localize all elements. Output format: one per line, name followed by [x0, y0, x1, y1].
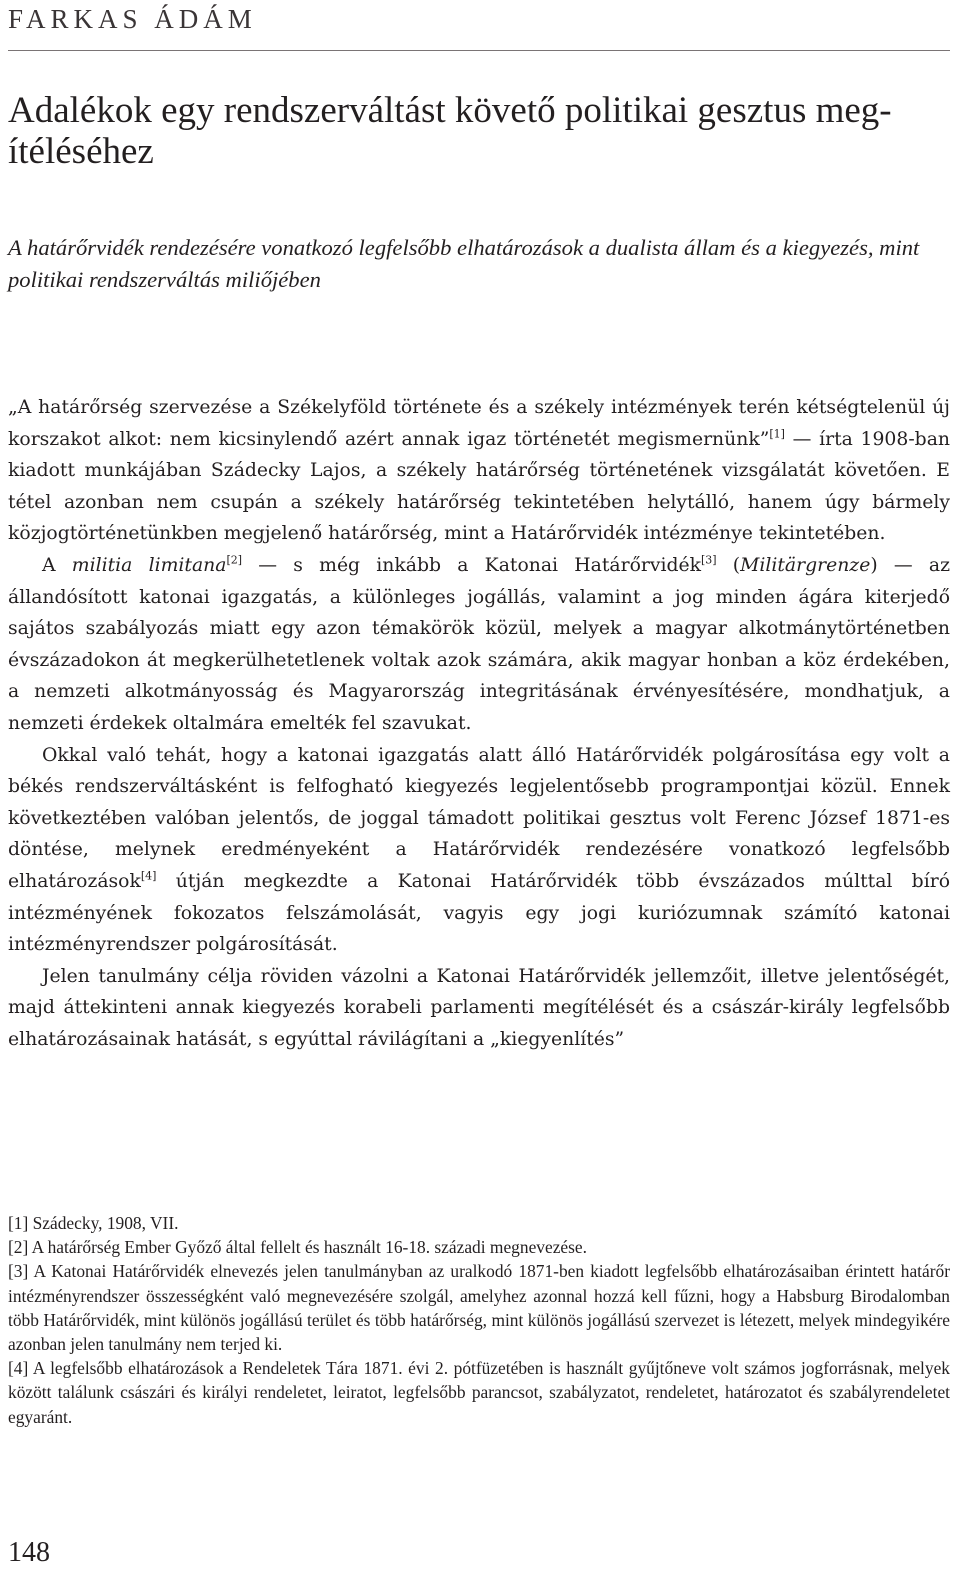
paragraph-2-italic-b: Militärgrenze [740, 554, 871, 576]
paragraph-2-text-d: ) — az állandósított katonai igazgatás, a különleges jogállás, valamint a jog minden ágára kiterjedő sajátos szabályozás miatt egy azon témakörök közül, melyek a magyar alkotmánytörténetben évszázadokon át megkerülhetetlenek voltak azok számára, akik magyar honban a köz érdekében, a nemzeti alkotmányosság és Magyarország integritásának érvényesítésére, mondhatjuk, a nemzeti érdekek oltalmára emelték fel szavukat. [8, 554, 950, 734]
footnote-ref-4[interactable]: [4] [140, 869, 157, 883]
footnote-3: [3] A Katonai Határőrvidék elnevezés jelen tanulmányban az uralkodó 1871-ben kiadott legfelsőbb elhatározásaiban érintett határőr intézményrendszer összességként való megnevezésére szolgál, amelyhez azonnal hozzá kell fűzni, hogy a Habsburg Birodalomban több Határőrvidék, mint különös jogállású terület és több határőrség, mint különös jogállású szervezet is létezett, melyek mindegyikére azonban jelen tanulmány nem terjed ki. [8, 1261, 950, 1355]
paragraph-2-italic-a: militia limitana [71, 554, 227, 576]
paragraph-2 [8, 550, 950, 740]
paragraph-1 [8, 392, 950, 550]
article-body [8, 392, 950, 1055]
header-rule [8, 50, 950, 51]
paragraph-3-text-b: útján megkezdte a Katonai Határőrvidék több évszázados múlttal bíró intézményének fokozatos felszámolását, vagyis egy jogi kuriózumnak számító katonai intézményrendszer polgárosítását. [8, 870, 950, 956]
paragraph-3-text-a: Okkal való tehát, hogy a katonai igazgatás alatt álló Határőrvidék polgárosítása egy volt a békés rendszerváltásként is felfogható kiegyezés legjelentősebb programpontjai közül. Ennek következtében valóban jelentős, de joggal támadott politikai gesztus volt Ferenc József 1871-es döntése, melynek eredményeként a Határőrvidék rendezésére vonatkozó legfelsőbb elhatározások [8, 744, 950, 892]
article-subtitle: A határőrvidék rendezésére vonatkozó legfelsőbb elhatározások a dualista állam és a kiegyezés, mint politikai rendszerváltás miliőjében [8, 235, 920, 292]
paragraph-2-text-c: ( [716, 554, 741, 576]
footnote-ref-1[interactable]: [1] [769, 427, 785, 441]
paragraph-2-text-b: — s még inkább a Katonai Határőrvidék [242, 554, 701, 576]
footnote-2: [2] A határőrség Ember Győző által fellelt és használt 16-18. századi megnevezése. [8, 1237, 587, 1258]
footnote-4: [4] A legfelsőbb elhatározások a Rendeletek Tára 1871. évi 2. pótfüzetében is használt gyűjtőneve volt számos jogforrásnak, melyek között találunk császári és királyi rendeletet, leiratot, legfelsőbb parancsot, szabályzatot, rendeletet, határozatot és szabályrendeletet egyaránt. [8, 1358, 950, 1427]
article-title: Adalékok egy rendszerváltást követő politikai gesztus meg-ítéléséhez [8, 90, 892, 172]
paragraph-1-text-b: — írta 1908-ban kiadott munkájában Szádecky Lajos, a székely határőrség történetének vizsgálatát követően. E tétel azonban nem csupán a székely határőrség tekintetében helytálló, hanem úgy bármely közjogtörténetünkben megjelenő határőrség, mint a Határőrvidék intézménye tekintetében. [8, 428, 950, 545]
footnote-ref-2[interactable]: [2] [226, 553, 243, 567]
footnote-1: [1] Szádecky, 1908, VII. [8, 1213, 179, 1233]
paragraph-3 [8, 740, 950, 961]
author-name: FARKAS ÁDÁM [8, 4, 257, 34]
page-number: 148 [8, 1537, 50, 1568]
paragraph-4: Jelen tanulmány célja röviden vázolni a Katonai Határőrvidék jellemzőit, illetve jelentőségét, majd áttekinteni annak kiegyezés korabeli parlamenti megítélését és a császár-király legfelsőbb elhatározásainak hatását, s egyúttal rávilágítani a „kiegyenlítés” [8, 965, 950, 1050]
paragraph-1-text-a: „A határőrség szervezése a Székelyföld története és a székely intézmények terén kétségtelenül új korszakot alkot: nem kicsinylendő azért annak igaz történetét megismernünk” [8, 397, 950, 450]
footnote-ref-3[interactable]: [3] [700, 553, 717, 567]
paragraph-2-text-a: A [42, 554, 72, 576]
footnotes [8, 1211, 950, 1429]
